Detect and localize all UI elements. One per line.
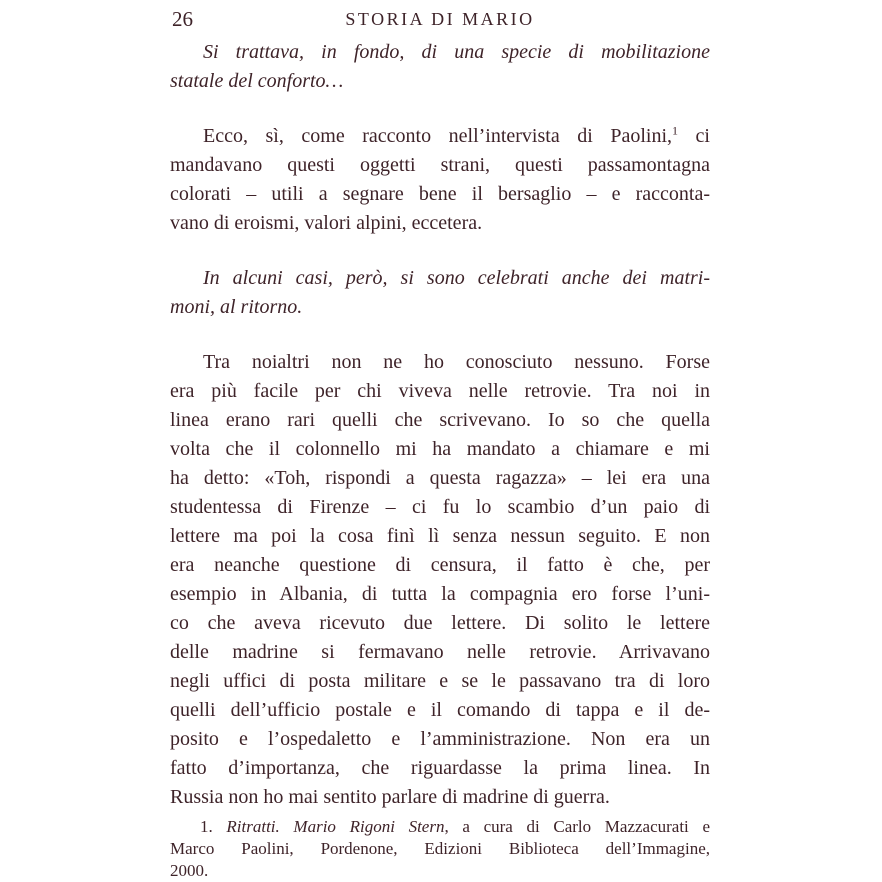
paragraph bbox=[170, 264, 710, 322]
text-segment: era neanche questione di censura, il fatto è che, per bbox=[170, 554, 710, 576]
text-segment: era più facile per chi viveva nelle retrovie. Tra noi in bbox=[170, 380, 710, 402]
text-line bbox=[170, 638, 710, 667]
text-line bbox=[170, 580, 710, 609]
paragraph bbox=[170, 38, 710, 96]
text-line bbox=[170, 725, 710, 754]
text-line bbox=[170, 122, 710, 151]
text-segment: linea erano rari quelli che scrivevano. Io so che quella bbox=[170, 409, 710, 431]
text-line bbox=[170, 816, 710, 838]
text-line bbox=[170, 180, 710, 209]
text-segment: Ecco, sì, come racconto nell’intervista di Paolini, bbox=[203, 125, 673, 147]
text-line bbox=[170, 493, 710, 522]
text-segment: mandavano questi oggetti strani, questi passamontagna bbox=[170, 154, 710, 176]
text-segment: lettere ma poi la cosa finì lì senza nessun seguito. E non bbox=[170, 525, 710, 547]
text-segment: delle madrine si fermavano nelle retrovie. Arrivavano bbox=[170, 641, 710, 663]
text-segment: In alcuni casi, però, si sono celebrati anche dei matri- bbox=[203, 267, 710, 289]
text-segment: vano di eroismi, valori alpini, eccetera. bbox=[170, 212, 483, 234]
text-segment: colorati – utili a segnare bene il bersaglio – e racconta- bbox=[170, 183, 710, 205]
text-line bbox=[170, 609, 710, 638]
text-line bbox=[170, 783, 710, 812]
page-number: 26 bbox=[172, 7, 193, 31]
text-line bbox=[170, 377, 710, 406]
paragraph bbox=[170, 122, 710, 238]
text-segment: moni, al ritorno. bbox=[170, 296, 303, 318]
text-line bbox=[170, 151, 710, 180]
text-line bbox=[170, 264, 710, 293]
text-column bbox=[170, 8, 710, 882]
text-line bbox=[170, 435, 710, 464]
running-title: STORIA DI MARIO bbox=[345, 9, 535, 29]
text-line bbox=[170, 860, 710, 882]
text-segment: studentessa di Firenze – ci fu lo scambio d’un paio di bbox=[170, 496, 710, 518]
text-segment: Marco Paolini, Pordenone, Edizioni Biblioteca dell’Immagine, bbox=[170, 839, 710, 858]
text-segment: esempio in Albania, di tutta la compagnia ero forse l’uni- bbox=[170, 583, 710, 605]
text-segment: 1. bbox=[200, 817, 227, 836]
text-line bbox=[170, 754, 710, 783]
text-segment: 2000. bbox=[170, 861, 209, 880]
text-line bbox=[170, 38, 710, 67]
text-line bbox=[170, 67, 710, 96]
text-line bbox=[170, 406, 710, 435]
text-segment: negli uffici di posta militare e se le passavano tra di loro bbox=[170, 670, 710, 692]
text-segment: Tra noialtri non ne ho conosciuto nessuno. Forse bbox=[203, 351, 710, 373]
text-line bbox=[170, 522, 710, 551]
text-segment: Russia non ho mai sentito parlare di madrine di guerra. bbox=[170, 786, 610, 808]
text-segment: quelli dell’ufficio postale e il comando di tappa e il de- bbox=[170, 699, 710, 721]
page-header bbox=[170, 8, 710, 30]
text-segment: statale del conforto… bbox=[170, 70, 344, 92]
text-segment: posito e l’ospedaletto e l’amministrazione. Non era un bbox=[170, 728, 710, 750]
text-line bbox=[170, 696, 710, 725]
text-line bbox=[170, 667, 710, 696]
footnote-marker: 1 bbox=[672, 123, 679, 138]
text-line bbox=[170, 209, 710, 238]
text-segment: , a cura di Carlo Mazzacurati e bbox=[444, 817, 710, 836]
text-segment: ha detto: «Toh, rispondi a questa ragazza» – lei era una bbox=[170, 467, 710, 489]
text-line bbox=[170, 464, 710, 493]
text-line bbox=[170, 293, 710, 322]
text-segment: co che aveva ricevuto due lettere. Di solito le lettere bbox=[170, 612, 710, 634]
text-line bbox=[170, 551, 710, 580]
paragraph bbox=[170, 348, 710, 812]
body-text bbox=[170, 38, 710, 812]
text-segment: ci bbox=[678, 125, 710, 147]
text-line bbox=[170, 348, 710, 377]
text-segment: volta che il colonnello mi ha mandato a chiamare e mi bbox=[170, 438, 710, 460]
text-segment: fatto d’importanza, che riguardasse la prima linea. In bbox=[170, 757, 710, 779]
text-line bbox=[170, 838, 710, 860]
footnote bbox=[170, 816, 710, 882]
text-segment: Si trattava, in fondo, di una specie di mobilitazione bbox=[203, 41, 710, 63]
text-segment: Ritratti. Mario Rigoni Stern bbox=[226, 817, 445, 836]
